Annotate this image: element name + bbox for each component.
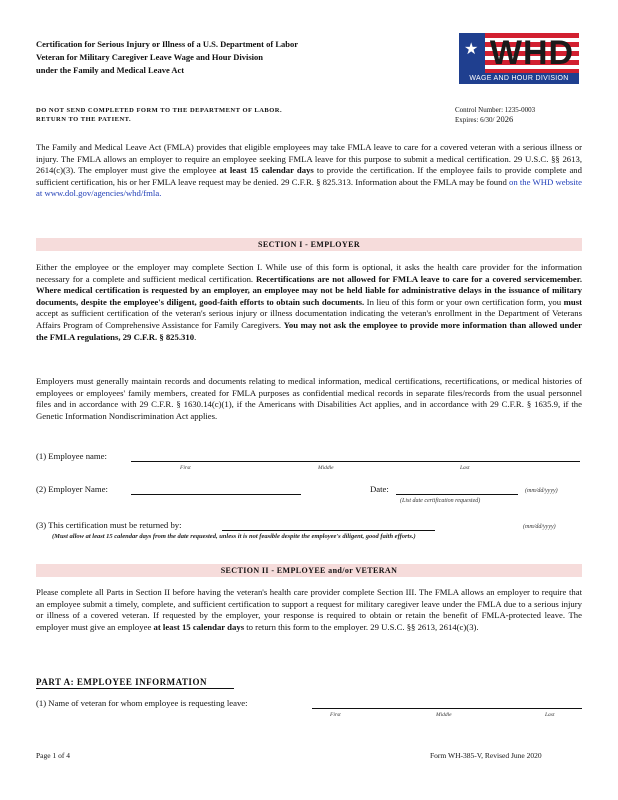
s2-bold-b: at least 15 calendar days	[153, 621, 245, 632]
section-1-paragraph-2: Employers must generally maintain records and documents relating to medical information, medical certifications, recertifications, or medical histories of employees or employees' family members, created for FMLA purposes as confidential medical records in separate files/records from the usual personnel files and in accordance with 29 C.F.R. § 1630.14(c)(1), if the Americans with Disabilities Act applies, and in accordance with 29 C.F.R. § 1635.9, if the Genetic Information Nondiscrimination Act applies.	[36, 376, 582, 421]
intro-bold: at least 15 calendar days	[219, 165, 314, 176]
intro-text-1: The Family and Medical Leave Act (FMLA) provides that eligible employees may take FMLA leave to care for a covered veteran with a serious illness or injury. The FMLA allows an employer to require an employee seeking FMLA leave for this purpose to submit a medical certification. 29 U.S.C. §§ 2613, 2614(c)(3). The employer must give the employee	[36, 142, 582, 176]
s1-bold-f: You may not ask the employee to provide more information than allowed under the FMLA regulations, 29 C.F.R. § 825.310	[36, 319, 583, 342]
logo-flag-canton	[459, 33, 485, 73]
employer-name-field[interactable]	[131, 494, 301, 495]
whd-website-link[interactable]: on the WHD website at www.dol.gov/agencies/whd/fmla.	[36, 176, 582, 199]
return-by-field[interactable]	[222, 530, 435, 531]
page-number: Page 1 of 4	[36, 751, 70, 760]
employee-first-caption: First	[180, 465, 191, 471]
veteran-name-field[interactable]	[312, 708, 582, 709]
star-icon: ★	[464, 39, 479, 58]
s1-bold-b: Recertifications are not allowed for FMLA leave to care for a covered servicemember. Where medical certification is requested by an employer, an employee may not be held liable for administrative delays in the issuance of military documents, despite the employee's diligent, good-faith efforts to obtain such documents.	[36, 273, 582, 307]
expires-year: 2026	[496, 114, 514, 124]
title-line-2: Veteran for Military Caregiver Leave Wage and Hour Division	[36, 52, 263, 62]
date-caption: (List date certification requested)	[400, 498, 481, 504]
part-a-heading: PART A: EMPLOYEE INFORMATION	[36, 677, 207, 687]
return-format-hint: (mm/dd/yyyy)	[523, 524, 556, 530]
return-by-label: (3) This certification must be returned by:	[36, 520, 182, 530]
do-not-send-notice	[36, 106, 336, 124]
section-1-paragraph-1	[36, 262, 582, 343]
whd-logo	[459, 33, 579, 85]
logo-letters: WHD	[489, 34, 575, 72]
date-requested-field[interactable]	[396, 494, 518, 495]
intro-text-2: to provide the certification. If the employee fails to provide complete and sufficient certification, his or her FMLA leave request may be denied. 29 C.F.R. § 825.313. Information about the FMLA may be found	[36, 165, 582, 187]
control-number: Control Number: 1235-0003	[455, 106, 536, 114]
s2-text-a: Please complete all Parts in Section II before having the veteran's health care provider complete Section III. The FMLA allows an employer to require that an employee submit a timely, complete, and sufficient certification to support a request for military caregiver leave under the FMLA due to a serious injury or illness of a covered veteran. If requested by the employer, your response is required to obtain or retain the benefit of FMLA-protected leave. The employer must give an employee	[36, 587, 582, 632]
employee-last-caption: Last	[460, 465, 470, 471]
section-2-heading: SECTION II - EMPLOYEE and/or VETERAN	[36, 564, 582, 577]
expiration	[455, 115, 595, 125]
control-info	[455, 106, 595, 125]
section-1-heading: SECTION I - EMPLOYER	[36, 238, 582, 251]
s2-text-c: to return this form to the employer. 29 U.S.C. §§ 2613, 2614(c)(3).	[244, 621, 479, 632]
veteran-last-caption: Last	[545, 712, 555, 718]
title-line-1: Certification for Serious Injury or Illness of a U.S. Department of Labor	[36, 39, 298, 49]
date-label: Date:	[370, 484, 389, 494]
employee-name-label: (1) Employee name:	[36, 451, 107, 461]
s1-text-c: In lieu of this form or your own certification form, you	[364, 296, 564, 307]
s1-text-g: .	[194, 331, 197, 342]
veteran-name-label: (1) Name of veteran for whom employee is requesting leave:	[36, 698, 248, 708]
part-a-underline	[36, 688, 234, 689]
employee-name-field[interactable]	[131, 461, 580, 462]
employer-name-label: (2) Employer Name:	[36, 484, 108, 494]
do-not-send-line-1: DO NOT SEND COMPLETED FORM TO THE DEPARTMENT OF LABOR.	[36, 107, 283, 114]
form-number: Form WH-385-V, Revised June 2020	[430, 751, 542, 760]
do-not-send-line-2: RETURN TO THE PATIENT.	[36, 116, 132, 123]
return-by-note: (Must allow at least 15 calendar days from the date requested, unless it is not feasible despite the employee's diligent, good faith efforts.)	[52, 533, 416, 540]
s1-text-a: Either the employee or the employer may complete Section I. While use of this form is optional, it asks the health care provider for the information necessary for a complete and sufficient medical certification.	[36, 262, 582, 284]
date-format-hint: (mm/dd/yyyy)	[525, 488, 558, 494]
logo-subtitle: WAGE AND HOUR DIVISION	[459, 73, 579, 84]
form-title	[36, 38, 416, 77]
s1-text-e: accept as sufficient certification of the veteran's serious injury or illness documentation indicating the veteran's enrollment in the Department of Veterans Affairs Program of Comprehensive Assistance for Family Caregivers.	[36, 308, 582, 330]
intro-paragraph	[36, 142, 582, 200]
employee-middle-caption: Middle	[318, 465, 334, 471]
veteran-first-caption: First	[330, 712, 341, 718]
s1-bold-d: must	[563, 296, 582, 307]
title-line-3: under the Family and Medical Leave Act	[36, 65, 185, 75]
section-2-paragraph	[36, 587, 582, 633]
expires-label: Expires: 6/30/	[455, 116, 495, 124]
veteran-middle-caption: Middle	[436, 712, 452, 718]
